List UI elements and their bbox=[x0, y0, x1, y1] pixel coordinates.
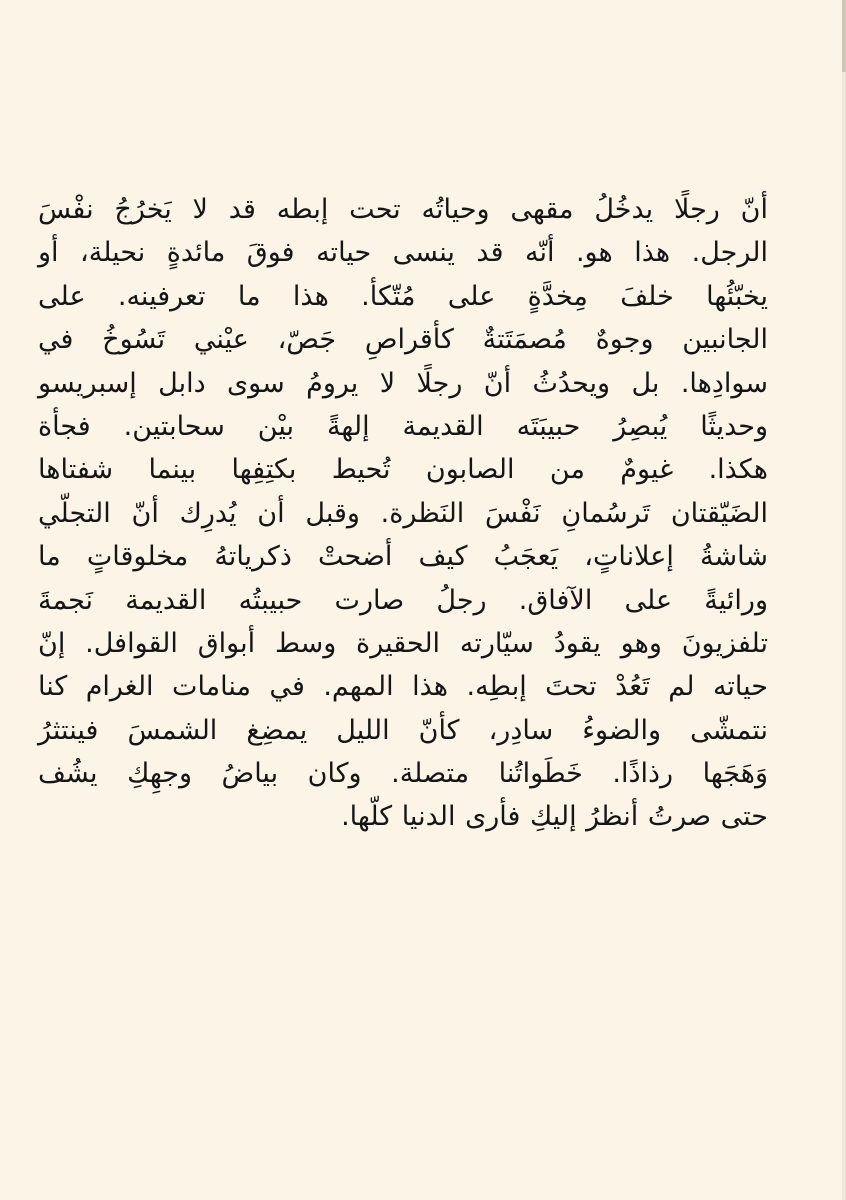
text-line: أنّ رجلًا يدخُلُ مقهى وحياتُه تحت إبطه قد لا يَخرُجُ نفْسَ bbox=[38, 194, 768, 225]
text-line-last: حتى صرتُ أنظرُ إليكِ فأرى الدنيا كلّها. bbox=[341, 801, 768, 833]
vertical-scrollbar-thumb[interactable] bbox=[842, 0, 846, 72]
text-line: الضَيّقتان تَرسُمانِ نَفْسَ النَظرة. وقبل أن يُدرِك أنّ التجلّي bbox=[38, 497, 768, 529]
text-line: ورائيةً على الآفاق. رجلُ صارت حبيبتُه القديمة نَجمةَ bbox=[38, 584, 768, 616]
text-line: وَهَجَها رذاذًا. خَطَواتُنا متصلة. وكان بياضُ وجهِكِ يشُف bbox=[38, 758, 768, 790]
text-line: يخبّئُها خلفَ مِخدَّةٍ على مُتّكأ. هذا ما تعرفينه. على bbox=[38, 280, 768, 312]
text-line: وحديثًا يُبصِرُ حبيبَتَه القديمة إلهةً بيْن سحابتين. فجأة bbox=[38, 410, 768, 442]
text-line: هكذا. غيومٌ من الصابون تُحيط بكتِفِها بينما شفتاها bbox=[38, 454, 768, 486]
vertical-scrollbar-track[interactable] bbox=[842, 0, 846, 1200]
body-text bbox=[38, 188, 768, 839]
text-line: حياته لم تَعُدْ تحتَ إبطِه. هذا المهم. في منامات الغرام كنا bbox=[38, 671, 768, 703]
text-line: سوادِها. بل ويحدُثُ أنّ رجلًا لا يرومُ سوى دابل إسبريسو bbox=[38, 367, 768, 399]
text-line: شاشةُ إعلاناتٍ، يَعجَبُ كيف أضحتْ ذكرياتهُ مخلوقاتٍ ما bbox=[38, 541, 768, 573]
text-line: الجانبين وجوهٌ مُصمَتَتةٌ كأقراصِ جَصّ، عيْني تَسُوخُ في bbox=[38, 324, 768, 356]
text-line: تلفزيونَ وهو يقودُ سيّارته الحقيرة وسط أبواق القوافل. إنّ bbox=[38, 627, 768, 659]
text-line: الرجل. هذا هو. أنّه قد ينسى حياته فوقَ مائدةٍ نحيلة، أو bbox=[38, 237, 768, 269]
text-line: نتمشّى والضوءُ سادِر، كأنّ الليل يمضِغ الشمسَ فينتثرُ bbox=[38, 714, 768, 746]
